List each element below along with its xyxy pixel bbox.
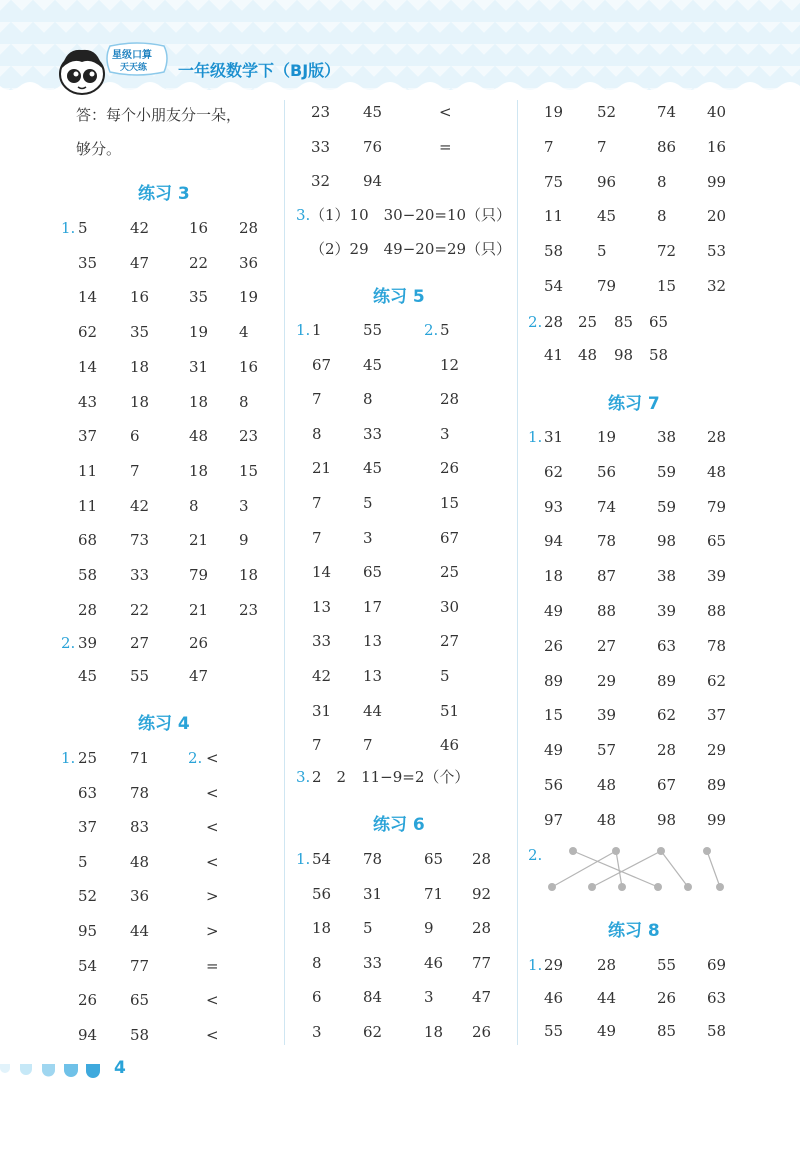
s6-cell: 92: [472, 884, 492, 903]
s5-cell: 26: [440, 459, 460, 478]
s8-cell: 49: [597, 1022, 617, 1040]
s3-q1-cell: 35: [78, 253, 98, 272]
s7-cell: 48: [597, 776, 617, 794]
col3-q2-cell: 58: [649, 346, 669, 364]
s4-q3-line2: （2）29 49−20=29（只）: [310, 240, 512, 258]
s7-cell: 56: [544, 776, 564, 794]
s3-q1-cell: 11: [78, 461, 98, 480]
s3-q1-cell: 11: [78, 496, 98, 515]
s5-cell: 67: [440, 528, 460, 547]
s5-cell: 7: [312, 494, 322, 512]
col3-top-cell: 8: [657, 207, 667, 226]
s3-q1-cell: 18: [189, 392, 209, 411]
column-divider-2: [517, 100, 518, 1045]
s7-cell: 74: [597, 497, 617, 516]
brand-logo: [104, 42, 170, 76]
s7-cell: 62: [544, 462, 564, 481]
s3-q1-cell: 37: [78, 427, 98, 446]
s3-q1-cell: 6: [130, 427, 140, 446]
s3-q1-cell: 79: [189, 566, 209, 584]
s3-q1-cell: 5: [78, 219, 88, 237]
s7-cell: 62: [707, 671, 727, 690]
s3-q2-cell: 55: [130, 667, 150, 685]
s5-q2-label: 2.: [424, 321, 439, 339]
s6-cell: 65: [424, 850, 444, 868]
section-title-5: 练习 5: [373, 287, 425, 307]
mascot-logo: [52, 40, 112, 100]
s5-q3-label: 3.: [296, 768, 311, 786]
s3-q2-cell: 47: [189, 667, 209, 685]
col3-top-cell: 52: [597, 103, 617, 121]
s5-cell: 42: [312, 667, 332, 685]
col3-top-cell: 79: [597, 277, 617, 295]
s5-cell: 25: [440, 563, 460, 582]
s8-cell: 63: [707, 989, 727, 1007]
s3-q1-cell: 19: [239, 288, 259, 307]
col2-top-cell: =: [439, 137, 452, 156]
s5-cell: 7: [312, 528, 322, 547]
section-title-7: 练习 7: [608, 394, 660, 414]
section-title-8: 练习 8: [608, 921, 660, 941]
s3-q1-cell: 42: [130, 496, 150, 515]
s3-q2-label: 2.: [61, 634, 76, 652]
s8-cell: 69: [707, 956, 727, 974]
s4-cell: 26: [78, 991, 98, 1010]
s7-cell: 89: [544, 671, 564, 690]
s4-q2-label: 2.: [188, 749, 203, 767]
s7-cell: 79: [707, 497, 727, 516]
s7-cell: 37: [707, 706, 727, 725]
s8-cell: 55: [657, 956, 677, 974]
s7-cell: 26: [544, 636, 564, 655]
col3-q2-cell: 25: [578, 313, 598, 331]
s6-cell: 28: [472, 919, 492, 937]
s4-q3-label: 3.: [296, 206, 311, 224]
s3-q2-cell: 45: [78, 667, 98, 685]
s7-cell: 57: [597, 741, 617, 760]
s3-q1-cell: 18: [239, 566, 259, 584]
s5-cell: 1: [312, 321, 322, 339]
col3-q2-cell: 41: [544, 346, 564, 364]
s6-cell: 71: [424, 884, 444, 903]
s3-q1-cell: 28: [78, 600, 98, 619]
col3-top-cell: 40: [707, 103, 727, 121]
s3-q1-cell: 3: [239, 496, 249, 515]
s7-cell: 97: [544, 810, 564, 829]
s7-cell: 15: [544, 706, 564, 725]
s3-q1-cell: 73: [130, 531, 150, 550]
s6-cell: 33: [363, 953, 383, 972]
col3-q2-cell: 85: [614, 313, 634, 331]
s8-cell: 28: [597, 956, 617, 974]
col3-top-cell: 8: [657, 172, 667, 191]
s7-cell: 67: [657, 776, 677, 794]
s6-cell: 54: [312, 850, 332, 868]
col3-q2-cell: 28: [544, 313, 564, 331]
s6-cell: 3: [424, 988, 434, 1006]
s6-cell: 31: [363, 884, 383, 903]
s5-cell: 21: [312, 459, 332, 478]
s6-q1-label: 1.: [296, 850, 311, 868]
s6-cell: 18: [424, 1022, 444, 1041]
s5-cell: 55: [363, 321, 383, 339]
s7-cell: 87: [597, 567, 617, 586]
s4-cell: >: [206, 887, 219, 906]
col3-top-cell: 54: [544, 277, 564, 295]
s4-cell: <: [206, 852, 219, 871]
s7-cell: 62: [657, 706, 677, 725]
s4-cell: 78: [130, 783, 150, 802]
s8-cell: 46: [544, 989, 564, 1007]
col3-top-cell: 58: [544, 242, 564, 261]
s8-q1-label: 1.: [528, 956, 543, 974]
s6-cell: 84: [363, 988, 383, 1006]
s7-cell: 94: [544, 532, 564, 551]
s3-q2-cell: 27: [130, 634, 150, 652]
s3-q1-cell: 42: [130, 219, 150, 237]
s4-cell: 65: [130, 991, 150, 1010]
s3-q1-cell: 16: [239, 357, 259, 376]
col3-top-cell: 99: [707, 172, 727, 191]
s7-cell: 88: [707, 602, 727, 620]
s5-cell: 13: [363, 632, 383, 651]
s7-cell: 31: [544, 428, 564, 446]
matching-diagram: [540, 842, 740, 897]
col2-top-cell: 94: [363, 172, 383, 190]
s8-cell: 44: [597, 989, 617, 1007]
s8-cell: 58: [707, 1022, 727, 1040]
s4-cell: 5: [78, 852, 88, 871]
s5-cell: 13: [312, 597, 332, 616]
book-title: 一年级数学下（BJ版）: [178, 61, 341, 80]
s4-cell: <: [206, 749, 219, 767]
s7-cell: 48: [597, 810, 617, 829]
s5-cell: 17: [363, 597, 383, 616]
col3-top-cell: 5: [597, 242, 607, 261]
col2-top-cell: 32: [311, 172, 331, 190]
section-title-6: 练习 6: [373, 815, 425, 835]
s5-cell: 31: [312, 701, 332, 720]
s3-q1-cell: 22: [189, 253, 209, 272]
s5-cell: 5: [363, 494, 373, 512]
s3-q1-cell: 21: [189, 531, 209, 550]
s5-cell: 15: [440, 494, 460, 512]
s7-cell: 39: [657, 602, 677, 620]
s6-q2-label: 2.: [528, 313, 543, 331]
s7-cell: 48: [707, 462, 727, 481]
s5-cell: 44: [363, 701, 383, 720]
s5-cell: 7: [312, 736, 322, 755]
s5-cell: 46: [440, 736, 460, 755]
s4-cell: 83: [130, 818, 150, 837]
s4-cell: 25: [78, 749, 98, 767]
column-divider-1: [284, 100, 285, 1045]
col3-top-cell: 32: [707, 277, 727, 295]
s5-cell: 28: [440, 390, 460, 409]
s3-q2-cell: 26: [189, 634, 209, 652]
s5-cell: 65: [363, 563, 383, 582]
s7-cell: 78: [597, 532, 617, 551]
s7-cell: 39: [707, 567, 727, 586]
s6-cell: 78: [363, 850, 383, 868]
s5-cell: 33: [363, 424, 383, 443]
s6-cell: 6: [312, 988, 322, 1006]
s3-q1-cell: 15: [239, 461, 259, 480]
col3-top-cell: 72: [657, 242, 677, 261]
col3-top-cell: 86: [657, 137, 677, 156]
s7-cell: 49: [544, 602, 564, 620]
s5-cell: 12: [440, 355, 460, 374]
s7-cell: 65: [707, 532, 727, 551]
s8-cell: 26: [657, 989, 677, 1007]
s5-cell: 14: [312, 563, 332, 582]
s7-cell: 78: [707, 636, 727, 655]
s8-cell: 55: [544, 1022, 564, 1040]
s4-q1-label: 1.: [61, 749, 76, 767]
s3-q1-cell: 8: [189, 496, 199, 515]
s3-q1-cell: 16: [189, 219, 209, 237]
s3-q1-cell: 62: [78, 323, 98, 342]
s7-cell: 59: [657, 497, 677, 516]
s4-cell: 71: [130, 749, 150, 767]
s6-cell: 18: [312, 919, 332, 937]
s7-cell: 89: [657, 671, 677, 690]
col3-top-cell: 20: [707, 207, 727, 226]
s5-q3-text: 2 2 11−9=2（个）: [312, 768, 470, 786]
s4-cell: 95: [78, 922, 98, 940]
s7-cell: 18: [544, 567, 564, 586]
s4-cell: <: [206, 818, 219, 837]
s3-q1-cell: 14: [78, 357, 98, 376]
s5-cell: 7: [312, 390, 322, 409]
s7-q2-label: 2.: [528, 846, 543, 864]
s4-cell: 94: [78, 1025, 98, 1044]
section-title-3: 练习 3: [138, 184, 190, 204]
s7-cell: 98: [657, 810, 677, 829]
s4-cell: 44: [130, 922, 150, 940]
s4-cell: 48: [130, 852, 150, 871]
s6-cell: 3: [312, 1022, 322, 1041]
s5-cell: 5: [440, 321, 450, 339]
s5-cell: 45: [363, 355, 383, 374]
s4-cell: 58: [130, 1025, 150, 1044]
s7-cell: 59: [657, 462, 677, 481]
col3-q2-cell: 65: [649, 313, 669, 331]
s4-cell: 52: [78, 887, 98, 906]
section-title-4: 练习 4: [138, 714, 190, 734]
s7-cell: 39: [597, 706, 617, 725]
col3-top-cell: 96: [597, 172, 617, 191]
col2-top-cell: 23: [311, 103, 331, 121]
s7-cell: 29: [597, 671, 617, 690]
s4-cell: <: [206, 1025, 219, 1044]
s3-q1-cell: 68: [78, 531, 98, 550]
s5-cell: 8: [363, 390, 373, 409]
s4-q3-line1: （1）10 30−20=10（只）: [310, 206, 512, 224]
s6-cell: 26: [472, 1022, 492, 1041]
s6-cell: 46: [424, 953, 444, 972]
s7-cell: 88: [597, 602, 617, 620]
s4-cell: 37: [78, 818, 98, 837]
col3-top-cell: 15: [657, 277, 677, 295]
s4-cell: 63: [78, 783, 98, 802]
s7-cell: 29: [707, 741, 727, 760]
s7-cell: 27: [597, 636, 617, 655]
s7-cell: 28: [657, 741, 677, 760]
s6-cell: 56: [312, 884, 332, 903]
s5-cell: 3: [363, 528, 373, 547]
s3-q1-cell: 35: [189, 288, 209, 307]
s4-cell: 36: [130, 887, 150, 906]
s4-cell: 54: [78, 956, 98, 975]
col3-top-cell: 19: [544, 103, 564, 121]
s3-q1-cell: 28: [239, 219, 259, 237]
col3-q2-cell: 48: [578, 346, 598, 364]
col2-top-cell: <: [439, 103, 452, 121]
s7-cell: 38: [657, 428, 677, 446]
answer-line-1: 答：每个小朋友分一朵，: [76, 106, 242, 124]
s8-cell: 85: [657, 1022, 677, 1040]
s5-q1-label: 1.: [296, 321, 311, 339]
s3-q1-cell: 4: [239, 323, 249, 342]
brand-line2: 天天练: [120, 63, 148, 73]
col3-top-cell: 45: [597, 207, 617, 226]
col2-top-cell: 45: [363, 103, 383, 121]
s3-q1-cell: 22: [130, 600, 150, 619]
s6-cell: 28: [472, 850, 492, 868]
s6-cell: 8: [312, 953, 322, 972]
s3-q1-cell: 23: [239, 427, 259, 446]
s3-q1-cell: 16: [130, 288, 150, 307]
s7-cell: 28: [707, 428, 727, 446]
s5-cell: 27: [440, 632, 460, 651]
s3-q1-cell: 14: [78, 288, 98, 307]
col3-top-cell: 7: [544, 137, 554, 156]
s5-cell: 51: [440, 701, 460, 720]
s3-q1-cell: 31: [189, 357, 209, 376]
s4-cell: 77: [130, 956, 150, 975]
s3-q1-cell: 19: [189, 323, 209, 342]
s3-q1-cell: 33: [130, 566, 150, 584]
s6-cell: 62: [363, 1022, 383, 1041]
s3-q1-cell: 9: [239, 531, 249, 550]
col3-top-cell: 53: [707, 242, 727, 261]
s3-q1-label: 1.: [61, 219, 76, 237]
s5-cell: 30: [440, 597, 460, 616]
s5-cell: 7: [363, 736, 373, 755]
brand-line1: 星级口算: [112, 50, 152, 61]
footer-dots-decoration: [0, 1062, 110, 1078]
s6-cell: 47: [472, 988, 492, 1006]
col3-top-cell: 7: [597, 137, 607, 156]
s7-cell: 38: [657, 567, 677, 586]
s3-q1-cell: 23: [239, 600, 259, 619]
s3-q1-cell: 18: [130, 357, 150, 376]
s7-q1-label: 1.: [528, 428, 543, 446]
s5-cell: 5: [440, 667, 450, 685]
s7-cell: 19: [597, 428, 617, 446]
s8-cell: 29: [544, 956, 564, 974]
s5-cell: 13: [363, 667, 383, 685]
s4-cell: <: [206, 783, 219, 802]
s7-cell: 89: [707, 776, 727, 794]
s5-cell: 3: [440, 424, 450, 443]
page-number: 4: [114, 1058, 126, 1078]
s3-q1-cell: 43: [78, 392, 98, 411]
s3-q2-cell: 39: [78, 634, 98, 652]
s7-cell: 98: [657, 532, 677, 551]
s4-cell: =: [206, 956, 219, 975]
col2-top-cell: 33: [311, 137, 331, 156]
s3-q1-cell: 47: [130, 253, 150, 272]
s5-cell: 67: [312, 355, 332, 374]
s3-q1-cell: 18: [130, 392, 150, 411]
col3-top-cell: 16: [707, 137, 727, 156]
s3-q1-cell: 58: [78, 566, 98, 584]
s5-cell: 33: [312, 632, 332, 651]
s5-cell: 8: [312, 424, 322, 443]
s7-cell: 56: [597, 462, 617, 481]
col3-top-cell: 74: [657, 103, 677, 121]
s3-q1-cell: 21: [189, 600, 209, 619]
answer-line-2: 够分。: [76, 140, 122, 158]
col3-q2-cell: 98: [614, 346, 634, 364]
header-wave-border: [0, 80, 800, 98]
s3-q1-cell: 7: [130, 461, 140, 480]
s3-q1-cell: 35: [130, 323, 150, 342]
s3-q1-cell: 48: [189, 427, 209, 446]
col3-top-cell: 75: [544, 172, 564, 191]
s3-q1-cell: 18: [189, 461, 209, 480]
s6-cell: 5: [363, 919, 373, 937]
s3-q1-cell: 8: [239, 392, 249, 411]
s6-cell: 77: [472, 953, 492, 972]
s7-cell: 93: [544, 497, 564, 516]
col2-top-cell: 76: [363, 137, 383, 156]
s6-cell: 9: [424, 919, 434, 937]
s3-q1-cell: 36: [239, 253, 259, 272]
col3-top-cell: 11: [544, 207, 564, 226]
s7-cell: 49: [544, 741, 564, 760]
s4-cell: >: [206, 922, 219, 940]
s5-cell: 45: [363, 459, 383, 478]
s4-cell: <: [206, 991, 219, 1010]
s7-cell: 63: [657, 636, 677, 655]
s7-cell: 99: [707, 810, 727, 829]
